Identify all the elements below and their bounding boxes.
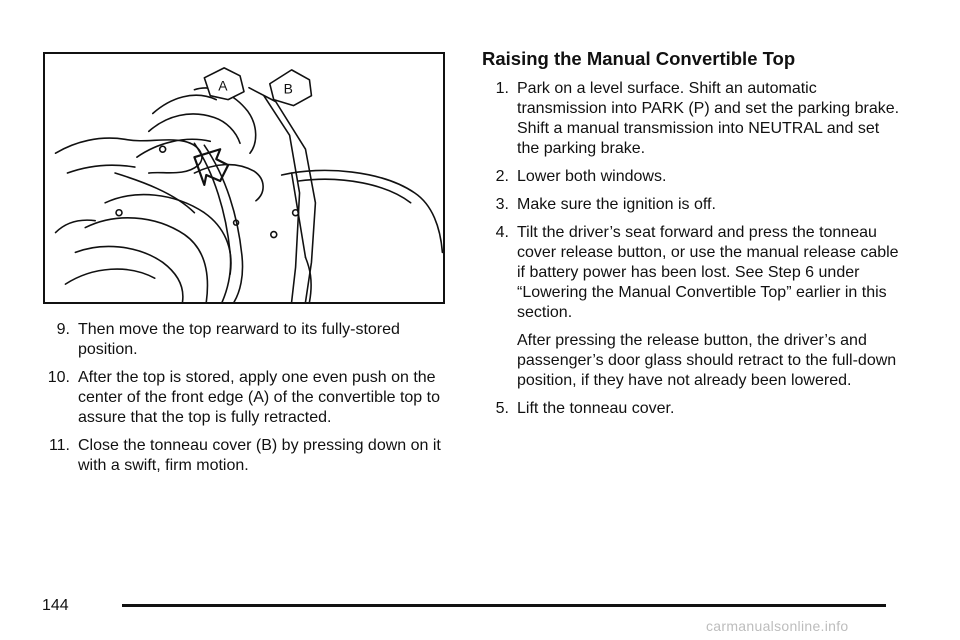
step-item <box>42 368 452 428</box>
step-number: 5. <box>495 400 509 417</box>
left-column <box>42 320 452 484</box>
callout-b-label: B <box>283 80 293 97</box>
step-number: 10. <box>47 369 70 386</box>
step-text: Park on a level surface. Shift an automatic transmission into PARK (P) and set the parking brake. Shift a manual transmission into NEUTRAL and set the parking brake. <box>517 80 900 157</box>
steps-list <box>482 79 902 419</box>
step-item <box>482 79 902 159</box>
step-note: After pressing the release button, the driver’s and passenger’s door glass should retract to the full-down position, if they have not already been lowered. <box>517 332 897 389</box>
watermark-text: carmanualsonline.info <box>706 618 849 634</box>
step-item <box>482 223 902 391</box>
step-text: Lower both windows. <box>517 168 667 185</box>
step-number: 4. <box>495 224 509 241</box>
right-column <box>482 48 902 427</box>
step-number: 11. <box>48 437 70 454</box>
step-text: Lift the tonneau cover. <box>517 400 675 417</box>
step-number: 3. <box>495 196 509 213</box>
callout-a-label: A <box>218 77 228 94</box>
step-item <box>42 436 452 476</box>
section-heading: Raising the Manual Convertible Top <box>482 48 796 69</box>
step-item <box>482 167 902 187</box>
step-text: Make sure the ignition is off. <box>517 196 716 213</box>
illustration-svg <box>45 54 443 302</box>
step-body <box>517 223 902 391</box>
step-text: After the top is stored, apply one even push on the center of the front edge (A) of the convertible top to assure that the top is fully retracted. <box>78 369 440 426</box>
steps-list-continued <box>42 320 452 476</box>
step-item <box>42 320 452 360</box>
footer-rule <box>122 604 886 607</box>
convertible-top-illustration <box>43 52 445 304</box>
step-text: Then move the top rearward to its fully-stored position. <box>78 321 400 358</box>
step-number: 1. <box>495 80 509 97</box>
step-item <box>482 399 902 419</box>
step-number: 9. <box>56 321 70 338</box>
page-number: 144 <box>42 597 69 614</box>
step-text: Tilt the driver’s seat forward and press the tonneau cover release button, or use the manual release cable if battery power has been lost. See Step 6 under “Lowering the Manual Convertible Top” earlier in this section. <box>517 224 899 321</box>
step-number: 2. <box>495 168 509 185</box>
step-item <box>482 195 902 215</box>
step-text: Close the tonneau cover (B) by pressing down on it with a swift, firm motion. <box>78 437 441 474</box>
